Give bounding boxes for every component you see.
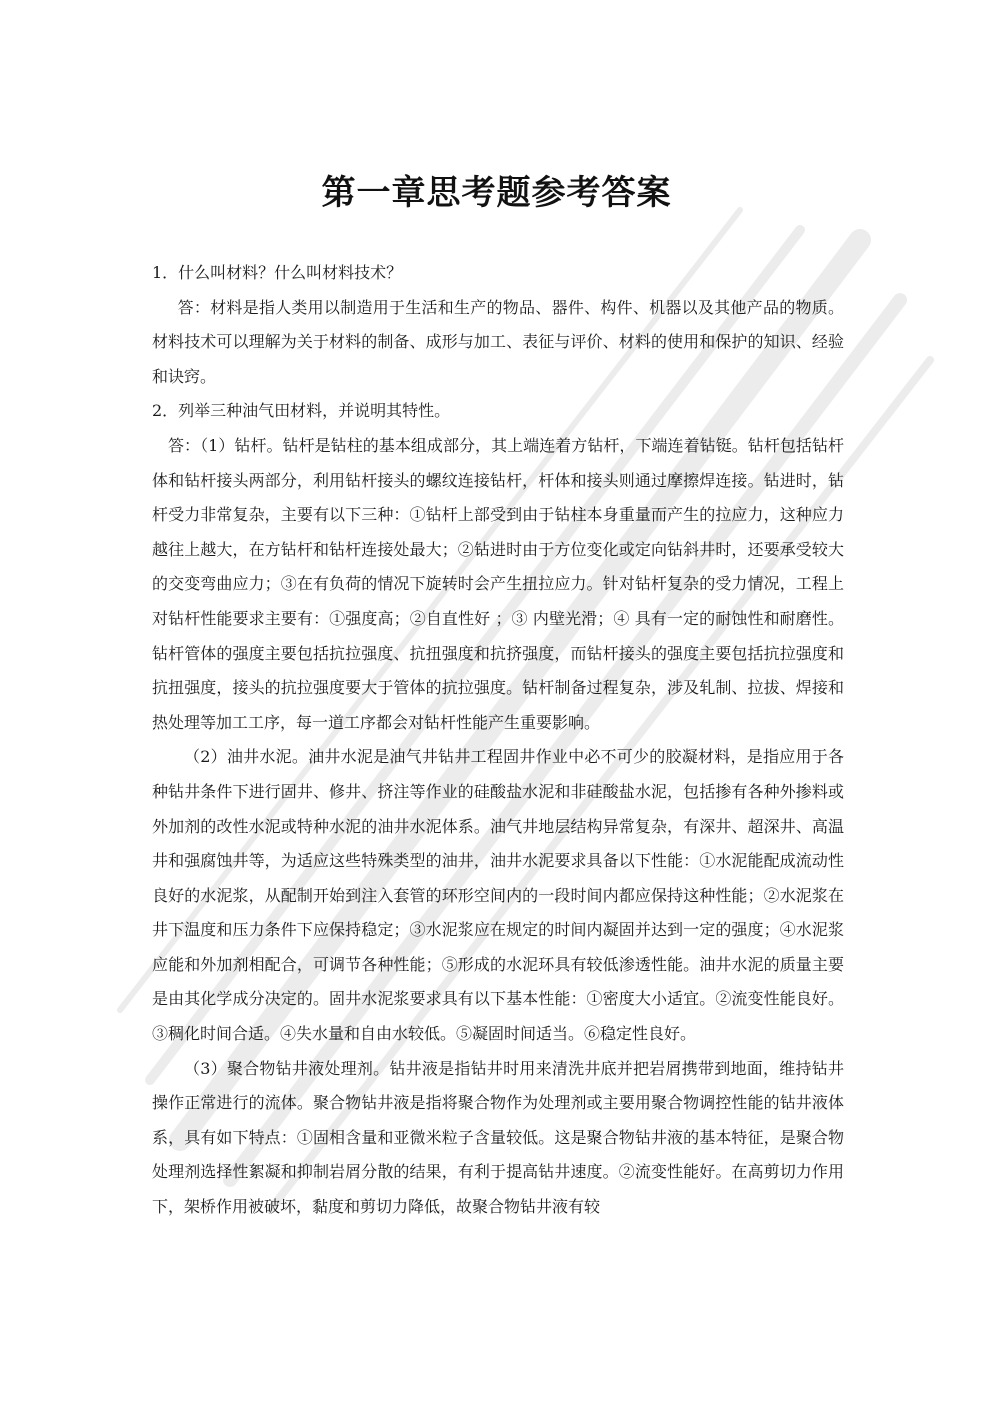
question-2: 2．列举三种油气田材料，并说明其特性。 bbox=[152, 401, 451, 421]
question-1: 1．什么叫材料？什么叫材料技术？ bbox=[152, 263, 403, 282]
answer-2-part-2: （2）油井水泥。油井水泥是油气井钻井工程固井作业中必不可少的胶凝材料，是指应用于各种钻井条件下进行固井、修井、挤注等作业的硅酸盐水泥和非硅酸盐水泥，包括掺有各种外掺料或外加剂的改性水泥或特种水泥的油井水泥体系。油气井地层结构异常复杂，有深井、超深井、高温井和强腐蚀井等，为适应这些特殊类型的油井，油井水泥要求具备以下性能：①水泥能配成流动性良好的水泥浆，从配制开始到注入套管的环形空间内的一段时间内都应保持这种性能；②水泥浆在井下温度和压力条件下应保持稳定；③水泥浆应在规定的时间内凝固并达到一定的强度；④水泥浆应能和外加剂相配合，可调节各种性能；⑤形成的水泥环具有较低渗透性能。油井水泥的质量主要是由其化学成分决定的。固井水泥浆要求具有以下基本性能：①密度大小适宜。②流变性能良好。③稠化时间合适。④失水量和自由水较低。⑤凝固时间适当。⑥稳定性良好。 bbox=[152, 747, 844, 1044]
document-body bbox=[152, 256, 844, 1225]
answer-1: 答：材料是指人类用以制造用于生活和生产的物品、器件、构件、机器以及其他产品的物质。材料技术可以理解为关于材料的制备、成形与加工、表征与评价、材料的使用和保护的知识、经验和诀窍。 bbox=[152, 297, 844, 386]
answer-2-part-1: 答：（1）钻杆。钻杆是钻柱的基本组成部分，其上端连着方钻杆，下端连着钻铤。钻杆包括钻杆体和钻杆接头两部分，利用钻杆接头的螺纹连接钻杆，杆体和接头则通过摩擦焊连接。钻进时，钻杆受力非常复杂，主要有以下三种：①钻杆上部受到由于钻柱本身重量而产生的拉应力，这种应力越往上越大，在方钻杆和钻杆连接处最大；②钻进时由于方位变化或定向钻斜井时，还要承受较大的交变弯曲应力；③在有负荷的情况下旋转时会产生扭拉应力。针对钻杆复杂的受力情况，工程上对钻杆性能要求主要有：①强度高；②自直性好 ；③ 内壁光滑；④ 具有一定的耐蚀性和耐磨性。钻杆管体的强度主要包括抗拉强度、抗扭强度和抗挤强度，而钻杆接头的强度主要包括抗拉强度和抗扭强度，接头的抗拉强度要大于管体的抗拉强度。钻杆制备过程复杂，涉及轧制、拉拔、焊接和热处理等加工工序，每一道工序都会对钻杆性能产生重要影响。 bbox=[152, 435, 844, 732]
answer-2-part-3: （3）聚合物钻井液处理剂。钻井液是指钻井时用来清洗井底并把岩屑携带到地面，维持钻井操作正常进行的流体。聚合物钻井液是指将聚合物作为处理剂或主要用聚合物调控性能的钻井液体系，具有如下特点：①固相含量和亚微米粒子含量较低。这是聚合物钻井液的基本特征，是聚合物处理剂选择性絮凝和抑制岩屑分散的结果，有利于提高钻井速度。②流变性能好。在高剪切力作用下，架桥作用被破坏，黏度和剪切力降低，故聚合物钻井液有较 bbox=[152, 1058, 844, 1217]
page-title: 第一章思考题参考答案 bbox=[321, 173, 672, 213]
